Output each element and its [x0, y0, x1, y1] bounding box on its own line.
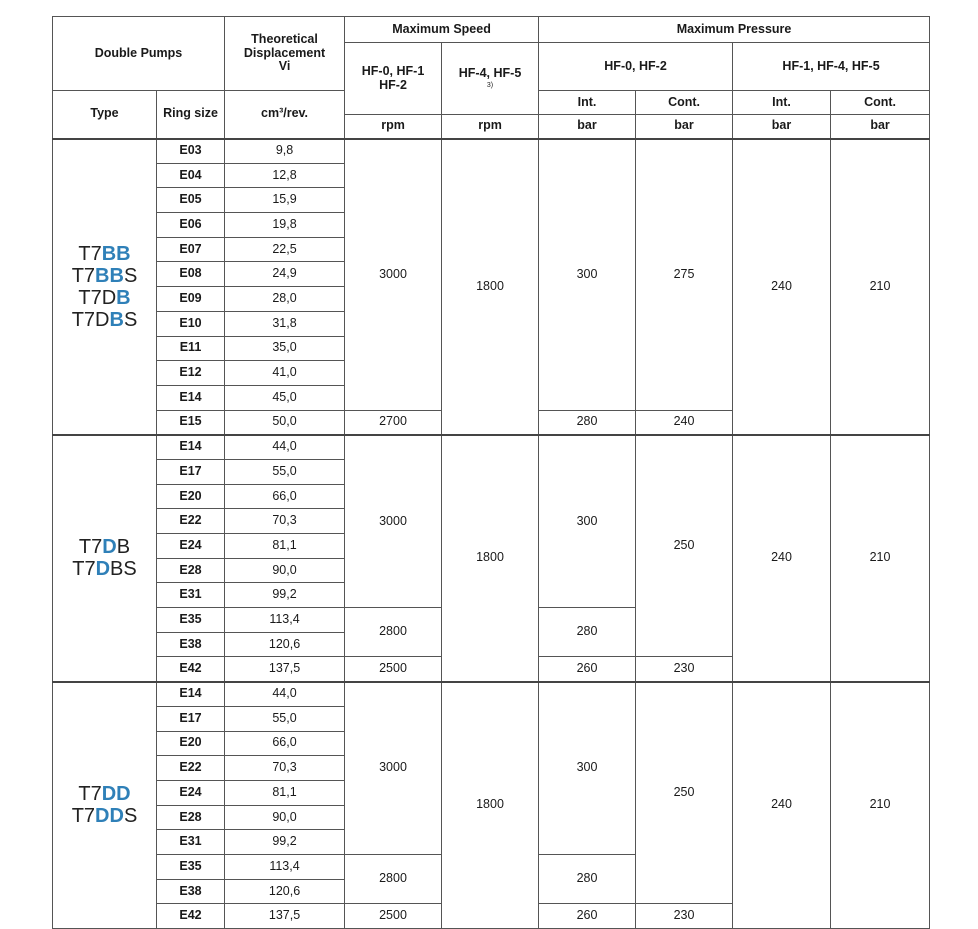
ring-size: E28	[157, 558, 225, 583]
header-type: Type	[53, 91, 157, 139]
displacement: 66,0	[225, 484, 345, 509]
displacement: 12,8	[225, 163, 345, 188]
speed-hf-4-5: 1800	[442, 435, 539, 682]
displacement: 137,5	[225, 904, 345, 929]
ring-size: E15	[157, 410, 225, 435]
header-double-pumps: Double Pumps	[53, 17, 225, 91]
speed-hf-0-1-2: 2500	[345, 657, 442, 682]
header-speed-hf-4-5: HF-4, HF-5 3)	[442, 43, 539, 115]
displacement: 19,8	[225, 213, 345, 238]
header-speed-unit-1: rpm	[345, 115, 442, 139]
displacement: 90,0	[225, 805, 345, 830]
displacement: 41,0	[225, 361, 345, 386]
displacement: 113,4	[225, 854, 345, 879]
displacement: 22,5	[225, 237, 345, 262]
header-int-unit-1: bar	[539, 115, 636, 139]
ring-size: E03	[157, 139, 225, 164]
speed-hf-0-1-2: 2800	[345, 608, 442, 657]
displacement: 28,0	[225, 287, 345, 312]
displacement: 44,0	[225, 682, 345, 707]
speed-hf-0-1-2: 2500	[345, 904, 442, 929]
ring-size: E42	[157, 904, 225, 929]
pressure-int-hf-0-2: 300	[539, 682, 636, 855]
ring-size: E22	[157, 509, 225, 534]
displacement: 9,8	[225, 139, 345, 164]
header-int-2: Int.	[733, 91, 831, 115]
ring-size: E08	[157, 262, 225, 287]
ring-size: E35	[157, 854, 225, 879]
pressure-cont-hf-0-2: 230	[636, 904, 733, 929]
type-name: T7DD	[78, 783, 131, 806]
displacement: 81,1	[225, 780, 345, 805]
displacement: 55,0	[225, 459, 345, 484]
header-cont-unit-2: bar	[831, 115, 930, 139]
pressure-int-hf-1-4-5: 240	[733, 139, 831, 435]
pressure-int-hf-1-4-5: 240	[733, 682, 831, 929]
displacement: 70,3	[225, 509, 345, 534]
pressure-cont-hf-0-2: 230	[636, 657, 733, 682]
displacement: 55,0	[225, 706, 345, 731]
type-name: T7DB	[78, 286, 131, 309]
type-cell	[53, 435, 157, 682]
header-maximum-pressure: Maximum Pressure	[539, 17, 930, 43]
ring-size: E04	[157, 163, 225, 188]
ring-size: E38	[157, 879, 225, 904]
header-cont-2: Cont.	[831, 91, 930, 115]
ring-size: E38	[157, 632, 225, 657]
speed-hf-4-5: 1800	[442, 682, 539, 929]
pressure-cont-hf-1-4-5: 210	[831, 682, 930, 929]
pressure-cont-hf-0-2: 275	[636, 139, 733, 411]
ring-size: E09	[157, 287, 225, 312]
type-cell	[53, 682, 157, 929]
header-cont-1: Cont.	[636, 91, 733, 115]
group-3	[53, 682, 930, 929]
speed-hf-0-1-2: 2700	[345, 410, 442, 435]
header-theoretical-displacement: Theoretical Displacement Vi	[225, 17, 345, 91]
pressure-int-hf-0-2: 260	[539, 657, 636, 682]
pressure-int-hf-0-2: 300	[539, 139, 636, 411]
speed-hf-0-1-2: 3000	[345, 435, 442, 608]
header-speed-unit-2: rpm	[442, 115, 539, 139]
ring-size: E20	[157, 484, 225, 509]
type-name: T7DBS	[72, 558, 137, 581]
speed-hf-4-5: 1800	[442, 139, 539, 435]
type-name: T7DB	[78, 536, 131, 559]
ring-size: E42	[157, 657, 225, 682]
displacement: 44,0	[225, 435, 345, 460]
type-name: T7DBS	[71, 308, 138, 331]
ring-size: E14	[157, 682, 225, 707]
type-name: T7BBS	[71, 264, 138, 287]
ring-size: E06	[157, 213, 225, 238]
pressure-cont-hf-0-2: 250	[636, 435, 733, 657]
displacement: 90,0	[225, 558, 345, 583]
header-pressure-hf-0-2: HF-0, HF-2	[539, 43, 733, 91]
displacement: 24,9	[225, 262, 345, 287]
pressure-int-hf-0-2: 280	[539, 410, 636, 435]
type-name: T7BB	[78, 242, 131, 265]
ring-size: E20	[157, 731, 225, 756]
header-ring-size: Ring size	[157, 91, 225, 139]
header-pressure-hf-1-4-5: HF-1, HF-4, HF-5	[733, 43, 930, 91]
pump-spec-table	[52, 16, 930, 929]
pressure-cont-hf-0-2: 240	[636, 410, 733, 435]
pressure-cont-hf-1-4-5: 210	[831, 435, 930, 682]
displacement: 81,1	[225, 534, 345, 559]
header-disp-unit: cm³/rev.	[225, 91, 345, 139]
ring-size: E24	[157, 534, 225, 559]
displacement: 15,9	[225, 188, 345, 213]
header-int-unit-2: bar	[733, 115, 831, 139]
group-2	[53, 435, 930, 682]
displacement: 99,2	[225, 583, 345, 608]
ring-size: E12	[157, 361, 225, 386]
ring-size: E14	[157, 435, 225, 460]
pressure-int-hf-0-2: 280	[539, 854, 636, 903]
speed-hf-0-1-2: 2800	[345, 854, 442, 903]
displacement: 31,8	[225, 311, 345, 336]
displacement: 66,0	[225, 731, 345, 756]
pressure-int-hf-0-2: 280	[539, 608, 636, 657]
type-cell	[53, 139, 157, 435]
ring-size: E35	[157, 608, 225, 633]
displacement: 35,0	[225, 336, 345, 361]
ring-size: E05	[157, 188, 225, 213]
displacement: 99,2	[225, 830, 345, 855]
ring-size: E10	[157, 311, 225, 336]
header-int-1: Int.	[539, 91, 636, 115]
displacement: 120,6	[225, 632, 345, 657]
speed-hf-0-1-2: 3000	[345, 682, 442, 855]
ring-size: E31	[157, 830, 225, 855]
displacement: 137,5	[225, 657, 345, 682]
speed-hf-0-1-2: 3000	[345, 139, 442, 411]
displacement: 70,3	[225, 756, 345, 781]
header-cont-unit-1: bar	[636, 115, 733, 139]
pressure-int-hf-1-4-5: 240	[733, 435, 831, 682]
ring-size: E14	[157, 385, 225, 410]
ring-size: E31	[157, 583, 225, 608]
ring-size: E11	[157, 336, 225, 361]
pressure-int-hf-0-2: 260	[539, 904, 636, 929]
ring-size: E24	[157, 780, 225, 805]
displacement: 50,0	[225, 410, 345, 435]
ring-size: E28	[157, 805, 225, 830]
displacement: 45,0	[225, 385, 345, 410]
type-name: T7DDS	[71, 805, 138, 828]
header-maximum-speed: Maximum Speed	[345, 17, 539, 43]
ring-size: E17	[157, 459, 225, 484]
ring-size: E17	[157, 706, 225, 731]
pressure-int-hf-0-2: 300	[539, 435, 636, 608]
pressure-cont-hf-1-4-5: 210	[831, 139, 930, 435]
footnote-marker: 3)	[486, 82, 494, 90]
group-1	[53, 139, 930, 435]
pressure-cont-hf-0-2: 250	[636, 682, 733, 904]
ring-size: E22	[157, 756, 225, 781]
displacement: 120,6	[225, 879, 345, 904]
ring-size: E07	[157, 237, 225, 262]
header-speed-hf-0-1-2: HF-0, HF-1 HF-2	[345, 43, 442, 115]
displacement: 113,4	[225, 608, 345, 633]
